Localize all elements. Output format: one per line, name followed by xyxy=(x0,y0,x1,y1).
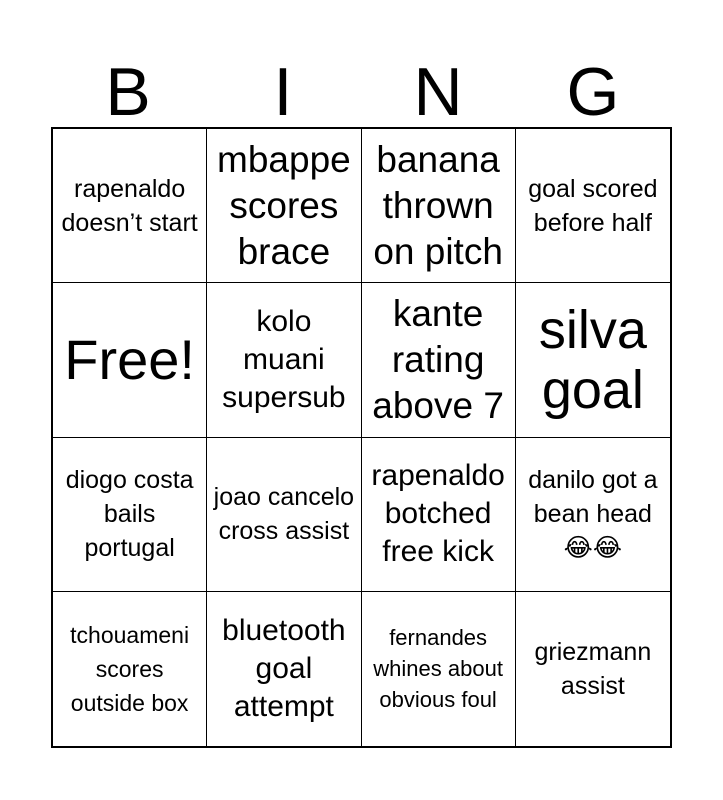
header-letter-b: B xyxy=(105,54,151,130)
bingo-cell[interactable] xyxy=(516,592,670,746)
cell-text: joao cancelo cross assist xyxy=(213,483,355,546)
cell-text: mbappe scores brace xyxy=(217,138,351,272)
bingo-cell[interactable] xyxy=(53,129,207,283)
cell-text: griezmann assist xyxy=(534,637,652,700)
cell-text: fernandes whines about obvious foul xyxy=(373,625,503,713)
cell-text: silva goal xyxy=(538,299,647,420)
bingo-cell[interactable] xyxy=(516,129,670,283)
bingo-cell[interactable] xyxy=(53,592,207,746)
cell-text: diogo costa bails portugal xyxy=(65,466,194,563)
bingo-cell[interactable] xyxy=(516,438,670,592)
bingo-cell[interactable] xyxy=(362,129,516,283)
bingo-cell[interactable] xyxy=(207,283,361,437)
cell-text: bluetooth goal attempt xyxy=(222,613,346,723)
free-space-cell[interactable] xyxy=(53,283,207,437)
free-space-text: Free! xyxy=(64,327,195,391)
cell-text: tchouameni scores outside box xyxy=(70,621,190,716)
cell-text: goal scored before half xyxy=(528,174,658,237)
bingo-card-grid xyxy=(51,127,672,748)
cell-text: banana thrown on pitch xyxy=(373,138,503,272)
header-letter-n: N xyxy=(413,54,463,130)
cell-text: danilo got a bean head 😂😂 xyxy=(528,466,658,563)
cell-text: rapenaldo doesn’t start xyxy=(61,174,198,237)
cell-text: rapenaldo botched free kick xyxy=(371,459,505,569)
bingo-cell[interactable] xyxy=(53,438,207,592)
cell-text: kolo muani supersub xyxy=(222,304,346,414)
bingo-cell[interactable] xyxy=(207,438,361,592)
bingo-cell[interactable] xyxy=(516,283,670,437)
bingo-cell[interactable] xyxy=(362,438,516,592)
bingo-cell[interactable] xyxy=(362,283,516,437)
cell-text: kante rating above 7 xyxy=(372,292,504,426)
header-letter-i: I xyxy=(273,54,293,130)
bingo-cell[interactable] xyxy=(207,129,361,283)
bingo-cell[interactable] xyxy=(362,592,516,746)
header-letter-g: G xyxy=(566,54,620,130)
bingo-cell[interactable] xyxy=(207,592,361,746)
